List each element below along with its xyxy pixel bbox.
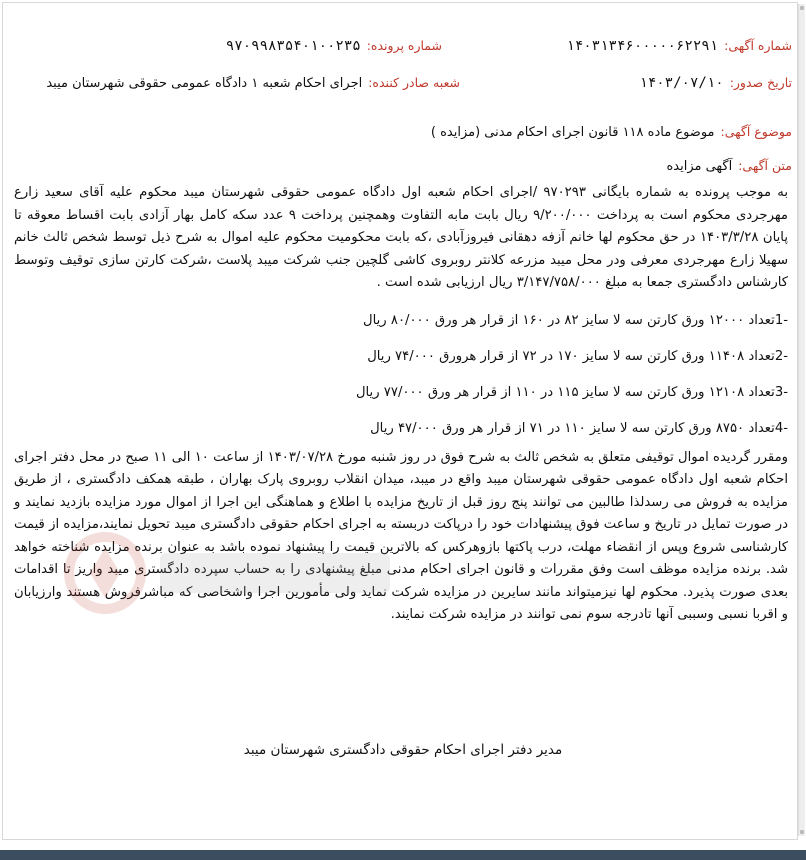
case-number-field — [226, 38, 442, 54]
issue-date-value: ۱۴۰۳/۰۷/۱۰ — [639, 75, 724, 91]
text-header-field — [666, 158, 792, 174]
ad-number-label: شماره آگهی: — [724, 38, 792, 53]
scroll-up-icon[interactable] — [800, 6, 804, 10]
subject-value: موضوع ماده ۱۱۸ قانون اجرای احکام مدنی (مزایده ) — [430, 125, 715, 140]
document-body — [14, 182, 788, 627]
asset-item-4: -4تعداد ۸۷۵۰ ورق کارتن سه لا سایز ۱۱۰ در ۷۱ از قرار هر ورق ۴۷/۰۰۰ ریال — [370, 420, 788, 436]
ad-number-field — [566, 38, 792, 54]
signature-line: مدیر دفتر اجرای احکام حقوقی دادگستری شهرستان میبد — [243, 742, 563, 758]
subject-field — [431, 124, 792, 140]
body-intro: به موجب پرونده به شماره بایگانی ۹۷۰۲۹۳ /اجرای احکام شعبه اول دادگاه عمومی حقوقی شهرستان میبد محکوم علیه آقای سعید زارع مهرجردی محکوم است به پرداخت ۹/۲۰۰/۰۰۰ ریال بابت مابه التفاوت وهمچنین پرداخت ۹ عدد سکه کامل بهار آزادی بابت اقساط معوقه تا پایان ۱۴۰۳/۳/۲۸ در حق محکوم لها خانم آزفه دهقانی فیروزآبادی ،که بابت محکومیت محکوم علیه اموال به شرح ذیل توسط شخص ثالث خانم سهیلا زارع مهرجردی معرفی ودر محل میبد مزرعه کلانتر روبروی کاشی گلچین جنب شرکت میبد پلاست ،شرکت کارتن سازی توقیف وتوسط کارشناس دادگستری جمعا به مبلغ ۳/۱۴۷/۷۵۸/۰۰۰ ریال ارزیابی شده است . — [14, 185, 789, 290]
scroll-down-icon[interactable] — [800, 830, 804, 834]
text-header-value: آگهی مزایده — [666, 159, 733, 174]
asset-item-1: -1تعداد ۱۲۰۰۰ ورق کارتن سه لا سایز ۸۲ در ۱۶۰ از قرار هر ورق ۸۰/۰۰۰ ریال — [363, 312, 788, 328]
scrollbar[interactable] — [798, 4, 805, 836]
subject-label: موضوع آگهی: — [720, 124, 792, 139]
asset-list — [14, 303, 788, 447]
case-number-label: شماره پرونده: — [366, 38, 442, 53]
issuing-branch-value: اجرای احکام شعبه ۱ دادگاه عمومی حقوقی شهرستان میبد — [46, 76, 363, 91]
case-number-value: ۹۷۰۹۹۸۳۵۴۰۱۰۰۲۳۵ — [225, 38, 361, 54]
body-closing: ومقرر گردیده اموال توقیفی متعلق به شخص ثالث به شرح فوق در روز شنبه مورخ ۱۴۰۳/۰۷/۲۸ از ساعت ۱۰ الی ۱۱ صبح در محل دفتر اجرای احکام شعبه اول دادگاه عمومی حقوقی شهرستان میبد واقع در میبد، میدان انقلاب روبروی پارک بهاران ، طبقه همکف دادگستری ، از طریق مزایده به فروش می رسدلذا طالبین می توانند پنج روز قبل از تاریخ مزایده با اطلاع و هماهنگی این اجرا از اموال مورد مزایده بازدید نمایند و در صورت تمایل در تاریخ و ساعت فوق پیشنهادات خود را درپاکت دربسته به اجرای احکام حقوقی دادگستری میبد تحویل نمایند،مزایده از قیمت کارشناسی شروع وپس از انقضاء مهلت، درب پاکتها بازوهرکس که بالاترین قیمت را پیشنهاد نموده باشد به عنوان برنده مزایده شناخته خواهد شد. برنده مزایده موظف است وفق مقررات و قانون اجرای احکام مدنی مبلغ پیشنهادی را به حساب سپرده دادگستری میبد واریز تا اقدامات بعدی صورت پذیرد. محکوم لها نیزمیتواند مانند سایرین در مزایده شرکت نماید ولی مأمورین اجرا واشخاصی که مباشرفروش هستند وارزیابان و اقربا نسبی وسببی آنها تادرجه سوم نمی توانند در مزایده شرکت نمایند. — [14, 449, 788, 622]
asset-item-3: -3تعداد ۱۲۱۰۸ ورق کارتن سه لا سایز ۱۱۵ در ۱۱۰ از قرار هر ورق ۷۷/۰۰۰ ریال — [355, 384, 788, 400]
issue-date-field — [639, 75, 792, 91]
asset-item-2: -2تعداد ۱۱۴۰۸ ورق کارتن سه لا سایز ۱۷۰ در ۷۲ از قرار هرورق ۷۴/۰۰۰ ریال — [367, 348, 788, 364]
issuing-branch-label: شعبه صادر کننده: — [368, 75, 460, 90]
bottom-bar — [0, 850, 806, 860]
issuing-branch-field — [46, 75, 460, 91]
issue-date-label: تاریخ صدور: — [729, 75, 792, 90]
ad-number-value: ۱۴۰۳۱۳۴۶۰۰۰۰۰۶۲۲۹۱ — [566, 38, 719, 54]
text-header-label: متن آگهی: — [738, 158, 792, 173]
